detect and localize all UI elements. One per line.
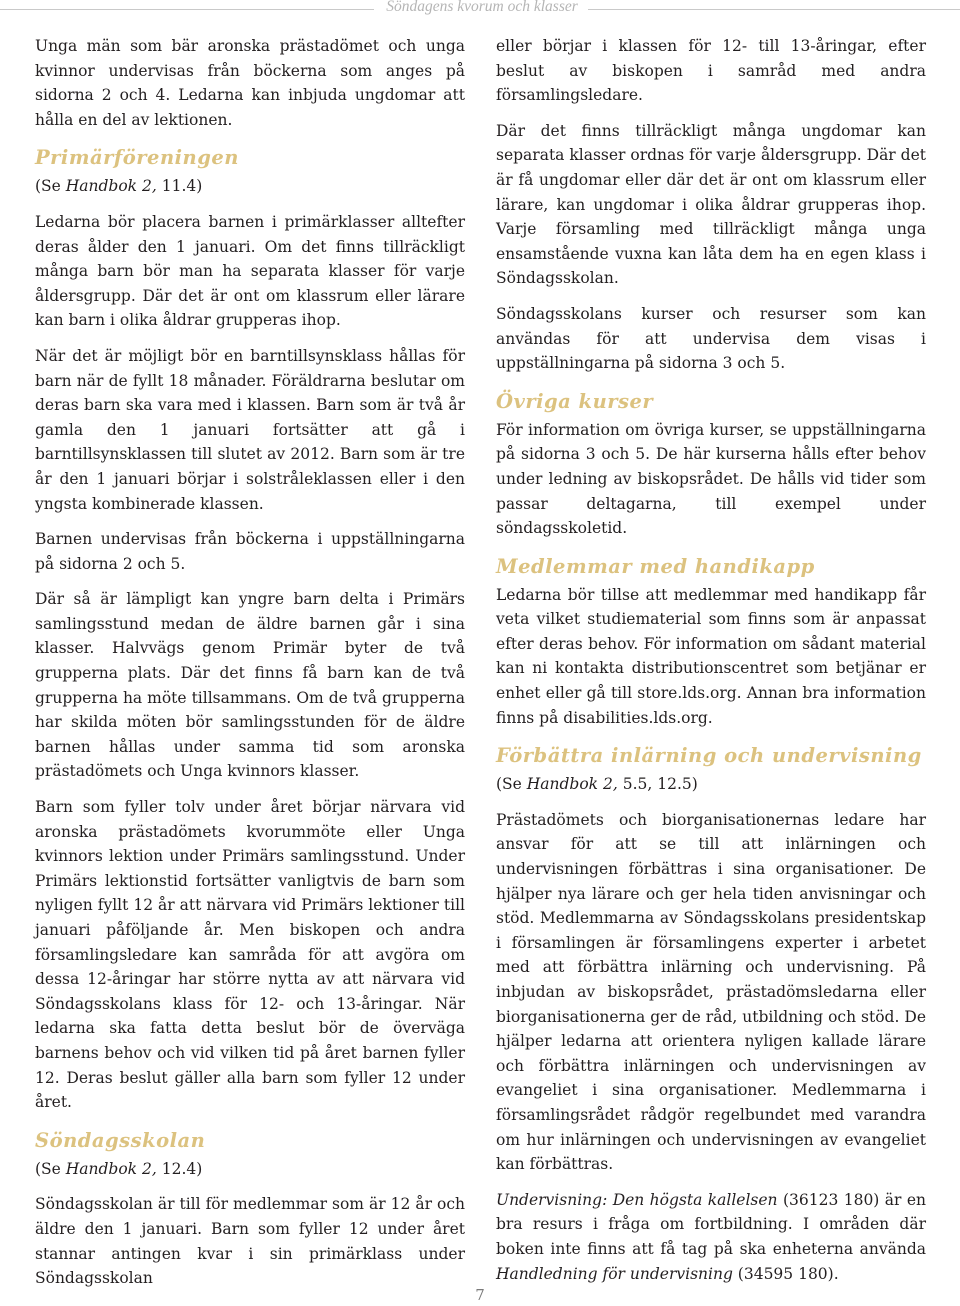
paragraph-sunday-school-groups: Där det finns tillräckligt många ungdomar kan separata klasser ordnas för varje åldersgrupp. Där det är få ungdomar eller där det är ont om klassrum eller lärare, kan ungdomar i olika åldrar grupperas ihop. Varje församling med tillräckligt många unga ensamstående vuxna kan låta dem ha en egen klass i Söndagsskolan. bbox=[496, 121, 926, 288]
running-header bbox=[0, 0, 960, 22]
paragraph-other-courses: För information om övriga kurser, se uppställningarna på sidorna 3 och 5. De här kurserna hålls efter behov under ledning av biskopsrådet. De hålls vid tider som passar deltagarna, till exempel under söndagsskoletid. bbox=[496, 420, 926, 538]
paragraph-sunday-school-age: Söndagsskolan är till för medlemmar som är 12 år och äldre den 1 januari. Barn som fyller 12 under året stannar antingen kvar i sin primärklass under Söndagsskolan bbox=[35, 1195, 465, 1288]
page-number: 7 bbox=[475, 1286, 485, 1304]
heading-improve-teaching: Förbättra inlärning och undervisning bbox=[496, 744, 922, 768]
heading-sunday-school: Söndagsskolan bbox=[35, 1128, 206, 1152]
reference-sunday-school: (Se Handbok 2, 12.4) bbox=[35, 1159, 203, 1178]
paragraph-disabilities: Ledarna bör tillse att medlemmar med handikapp får veta vilket studiematerial som finns som är anpassat efter deras behov. För information om sådant material kan ni kontakta distributionscentret som betjänar er enhet eller gå till store.lds.org. Annan bra information finns på disabilities.lds.org. bbox=[496, 585, 926, 727]
header-rule-right bbox=[588, 9, 960, 10]
paragraph-primary-books: Barnen undervisas från böckerna i uppställningarna på sidorna 2 och 5. bbox=[35, 530, 465, 573]
reference-improve-teaching: (Se Handbok 2, 5.5, 12.5) bbox=[496, 775, 698, 794]
heading-disabilities: Medlemmar med handikapp bbox=[496, 554, 815, 578]
header-rule-left bbox=[0, 9, 374, 10]
paragraph-sunday-school-continued: eller börjar i klassen för 12- till 13-åringar, efter beslut av biskopen i samråd med andra församlingsledare. bbox=[496, 37, 926, 105]
left-column bbox=[35, 34, 465, 1302]
paragraph-improve-teaching: Prästadömets och biorganisationernas ledare har ansvar för att se till att inlärningen och undervisningen förbättras i sina organisationer. De hjälper nya lärare och ger hela tiden anvisningar och stöd. Medlemmarna av Söndagsskolans presidentskap i församlingen är församlingens experter i arbetet med att förbättra inlärning och undervisning. På inbjudan av biskopsrådet, prästadömsledarna eller biorganisationerna ger de råd, utbildning och stöd. De hjälper ledarna att orientera nyligen kallade lärare och förbättra inlärningen och undervisningen av evangeliet i sina organisationer. Medlemmarna i församlingsrådet rådgör regelbundet med varandra om hur inlärningen och undervisningen av evangeliet kan förbättras. bbox=[496, 810, 926, 1174]
paragraph-teaching-resources: Undervisning: Den högsta kallelsen (36123 180) är en bra resurs i fråga om fortbildning. I områden där boken inte finns att få tag på ska enheterna använda Handledning för undervisning (34595 180). bbox=[496, 1190, 926, 1283]
paragraph-sharing-time: Där så är lämpligt kan yngre barn delta i Primärs samlingsstund medan de äldre barnen går i sina klasser. Halvvägs genom Primär byter de två grupperna plats. Där det finns få barn kan de två grupperna ha möte tillsammans. Om de två grupperna har skilda möten bör samlingsstunden för de äldre barnen hållas under samma tid som aronska prästadömets och Unga kvinnors klasser. bbox=[35, 590, 465, 781]
header-title: Söndagens kvorum och klasser bbox=[386, 0, 578, 15]
paragraph-nursery: När det är möjligt bör en barntillsynsklass hållas för barn när de fyllt 18 månader. Föräldrarna beslutar om deras barn ska vara med i klassen. Barn som är två år gamla den 1 januari fortsätter att gå i barntillsynsklassen till slutet av 2012. Barn som är tre år den 1 januari börjar i solstråleklassen eller i den yngsta kombinerade klassen. bbox=[35, 346, 465, 513]
paragraph-youth-intro: Unga män som bär aronska prästadömet och unga kvinnor undervisas från böckerna som anges på sidorna 2 och 4. Ledarna kan inbjuda ungdomar att hålla en del av lektionen. bbox=[35, 37, 465, 129]
paragraph-primary-classes: Ledarna bör placera barnen i primärklasser alltefter deras ålder den 1 januari. Om det finns tillräckligt många barn bör man ha separata klasser för varje åldersgrupp. Där det är ont om klassrum eller lärare kan barn i olika åldrar grupperas ihop. bbox=[35, 212, 465, 330]
right-column bbox=[496, 34, 926, 1297]
reference-primary: (Se Handbok 2, 11.4) bbox=[35, 177, 203, 196]
heading-primary: Primärföreningen bbox=[35, 146, 239, 170]
heading-other-courses: Övriga kurser bbox=[496, 389, 654, 413]
paragraph-sunday-school-courses: Söndagsskolans kurser och resurser som kan användas för att undervisa dem visas i uppställningarna på sidorna 3 och 5. bbox=[496, 304, 926, 373]
paragraph-twelve-year-olds: Barn som fyller tolv under året börjar närvara vid aronska prästadömets kvorummöte eller Unga kvinnors lektion under Primärs samlingsstund. Under Primärs lektionstid fortsätter vanligtvis de barn som nyligen fyllt 12 år att närvara vid Primärs lektioner till januari påföljande år. Men biskopen och andra församlingsledare kan samråda för att avgöra om dessa 12-åringar har större nytta av att närvara vid Söndagsskolans klass för 12- och 13-åringar. När ledarna ska fatta detta beslut bör de överväga barnens behov och vid vilken tid på året barnen fyller 12. Deras beslut gäller alla barn som fyller 12 under året. bbox=[35, 798, 465, 1112]
